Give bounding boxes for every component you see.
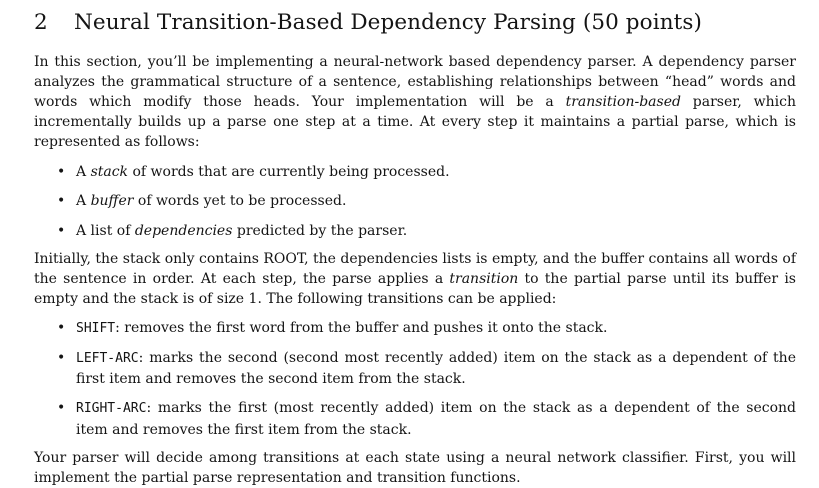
item-text-pre: A xyxy=(76,193,91,210)
item-text-post: of words yet to be processed. xyxy=(133,193,347,210)
item-emphasis: buffer xyxy=(90,193,134,210)
list-item xyxy=(34,162,796,182)
transition-name: LEFT-ARC xyxy=(76,351,139,367)
transition-description: : marks the second (second most recently added) item on the stack as a dependent of the first item and removes the second item from the stack. xyxy=(76,350,796,388)
document-page xyxy=(34,10,796,488)
item-text-post: of words that are currently being processed. xyxy=(128,163,450,180)
bullet-icon: • xyxy=(57,193,66,210)
section-title: Neural Transition-Based Dependency Parsing (50 points) xyxy=(74,10,702,35)
parse-parts-list xyxy=(34,162,796,241)
middle-paragraph xyxy=(34,249,796,309)
list-item xyxy=(34,318,796,339)
item-emphasis: dependencies xyxy=(134,222,233,239)
transition-name: RIGHT-ARC xyxy=(76,401,147,417)
closing-paragraph: Your parser will decide among transitions at each state using a neural network classifier. First, you will implement the partial parse representation and transition functions. xyxy=(34,449,796,486)
transition-description: : removes the first word from the buffer and pushes it onto the stack. xyxy=(115,320,608,337)
list-item xyxy=(34,191,796,211)
intro-text-2: parser, which incrementally builds up a parse one step at a time. At every step it maintains a partial parse, which is represented as follows: xyxy=(34,94,797,151)
list-item xyxy=(34,221,796,241)
middle-emphasis: transition xyxy=(449,271,519,288)
intro-paragraph xyxy=(34,52,796,152)
bullet-icon: • xyxy=(57,163,66,180)
transition-description: : marks the first (most recently added) item on the stack as a dependent of the second item and removes the first item from the stack. xyxy=(76,400,796,438)
bullet-icon: • xyxy=(57,350,66,367)
list-item xyxy=(34,348,796,389)
section-heading xyxy=(34,10,796,35)
transition-name: SHIFT xyxy=(76,321,116,337)
item-text-pre: A list of xyxy=(76,222,135,239)
transitions-list xyxy=(34,318,796,439)
bullet-icon: • xyxy=(57,320,66,337)
item-text-pre: A xyxy=(76,163,91,180)
bullet-icon: • xyxy=(57,400,66,417)
middle-text-1: Initially, the stack only contains ROOT, the dependencies lists is empty, and the buffer contains all words of the sentence in order. At each step, the parse applies a xyxy=(34,250,796,288)
intro-text-1: In this section, you’ll be implementing a neural-network based dependency parser. A dependency parser analyzes the grammatical structure of a sentence, establishing relationships between “head” words and words which modify those heads. Your implementation will be a xyxy=(34,54,796,111)
item-emphasis: stack xyxy=(90,163,129,180)
section-number: 2 xyxy=(34,10,48,35)
list-item xyxy=(34,398,796,439)
intro-emphasis: transition-based xyxy=(565,94,681,111)
bullet-icon: • xyxy=(57,222,66,239)
middle-text-2: to the partial parse until its buffer is empty and the stack is of size 1. The following transitions can be applied: xyxy=(34,271,796,308)
item-text-post: predicted by the parser. xyxy=(232,222,408,239)
